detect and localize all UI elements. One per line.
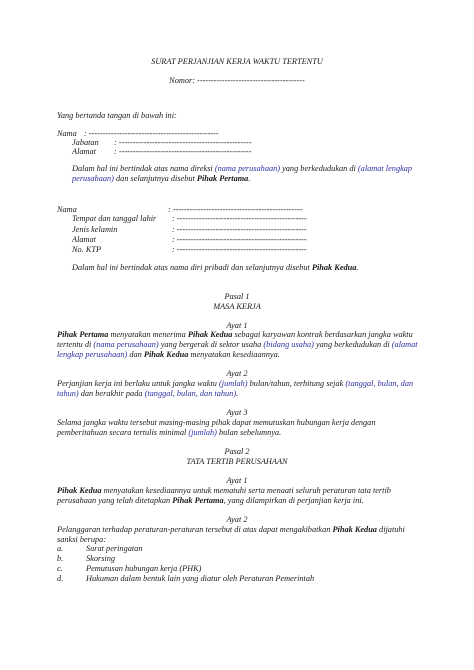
pasal-1-ayat-1-line2: tertentu di (nama perusahaan) yang bergerak di sektor usaha (bidang usaha) yang berkedudukan di (alamat — [57, 340, 418, 349]
party2-ktp-value: : ----------------------------------------------- — [172, 245, 307, 254]
pasal-2-ayat-1-label: Ayat 1 — [226, 476, 248, 485]
pasal-1-ayat-1-line3: lengkap perusahaan) dan Pihak Kedua menyatakan kesediaannya. — [57, 350, 280, 359]
party2-ttl-label: Tempat dan tanggal lahir — [72, 214, 157, 223]
party2-nama-value: : ----------------------------------------------- — [168, 205, 303, 214]
pasal-1-ayat-1-line1: Pihak Pertama menyatakan menerima Pihak Kedua sebagai karyawan kontrak berdasarkan jangka waktu — [57, 330, 413, 339]
list-item: Skorsing — [86, 554, 116, 563]
party2-alamat-value: : ----------------------------------------------- — [172, 235, 307, 244]
intro-text: Yang bertanda tangan di bawah ini: — [57, 111, 177, 120]
list-item-marker: a. — [57, 544, 64, 553]
party2-nama-label: Nama — [57, 205, 77, 214]
company-name-placeholder: (nama perusahaan) — [214, 164, 281, 173]
party1-alamat-label: Alamat — [72, 147, 96, 156]
pasal-1-heading: Pasal 1 — [224, 292, 250, 301]
pihak-pertama-term: Pihak Pertama — [196, 174, 249, 183]
pasal-1-ayat-2-line1: Perjanjian kerja ini berlaku untuk jangka waktu (jumlah) bulan/tahun, terhitung sejak (tanggal, bulan, dan — [57, 379, 414, 388]
party2-jk-label: Jenis kelamin — [72, 225, 118, 234]
pasal-2-ayat-1-line1: Pihak Kedua menyatakan kesediaannya untuk mematuhi serta menaati seluruh peraturan tata tertib — [57, 486, 391, 495]
party2-ttl-value: : ----------------------------------------------- — [172, 214, 307, 223]
pasal-2-ayat-2-label: Ayat 2 — [226, 515, 248, 524]
party2-alamat-label: Alamat — [72, 235, 96, 244]
list-item-marker: c. — [57, 564, 63, 573]
pasal-1-ayat-3-line2: pemberitahuan secara tertulis minimal (jumlah) bulan sebelumnya. — [57, 428, 282, 437]
pasal-2-subheading: TATA TERTIB PERUSAHAAN — [186, 457, 288, 466]
party2-ktp-label: No. KTP — [72, 245, 102, 254]
party1-jabatan-value: : ------------------------------------------------ — [114, 138, 252, 147]
pasal-1-ayat-3-line1: Selama jangka waktu tersebut masing-masing pihak dapat memutuskan hubungan kerja dengan — [57, 418, 376, 427]
party1-jabatan-label: Jabatan — [72, 138, 99, 147]
party2-jk-value: : ----------------------------------------------- — [172, 225, 307, 234]
list-item-marker: b. — [57, 554, 64, 563]
list-item: Hukuman dalam bentuk lain yang diatur oleh Peraturan Pemerintah — [86, 574, 315, 583]
pasal-2-ayat-1-line2: perusahaan yang telah ditetapkan Pihak Pertama, yang dilampirkan di perjanjian kerja ini. — [57, 496, 364, 505]
pasal-1-ayat-1-label: Ayat 1 — [226, 321, 248, 330]
pasal-2-ayat-2-line1: Pelanggaran terhadap peraturan-peraturan tersebut di atas dapat mengakibatkan Pihak Kedua dijatuhi — [57, 525, 405, 534]
document-number: Nomor: --------------------------------------- — [169, 76, 305, 85]
party1-nama-value: : ----------------------------------------------- — [84, 129, 219, 138]
list-item-marker: d. — [57, 574, 64, 583]
pasal-2-heading: Pasal 2 — [224, 447, 250, 456]
party2-description: Dalam hal ini bertindak atas nama diri pribadi dan selanjutnya disebut Pihak Kedua. — [72, 263, 359, 272]
party1-description-line2: perusahaan) dan selanjutnya disebut Pihak Pertama. — [72, 174, 251, 183]
party1-description-line1: Dalam hal ini bertindak atas nama direksi (nama perusahaan) yang berkedudukan di (alamat lengkap — [72, 164, 413, 173]
pasal-1-ayat-2-label: Ayat 2 — [226, 369, 248, 378]
pasal-1-subheading: MASA KERJA — [213, 302, 261, 311]
document-title: SURAT PERJANJIAN KERJA WAKTU TERTENTU — [151, 57, 323, 66]
pasal-1-ayat-2-line2: tahun) dan berakhir pada (tanggal, bulan, dan tahun). — [57, 389, 239, 398]
party1-nama-label: Nama — [57, 129, 77, 138]
pasal-1-ayat-3-label: Ayat 3 — [226, 408, 248, 417]
party1-alamat-value: : ------------------------------------------------ — [114, 147, 252, 156]
list-item: Pemutusan hubungan kerja (PHK) — [86, 564, 202, 573]
pasal-2-ayat-2-line2: sanksi berupa: — [57, 535, 107, 544]
pihak-kedua-term: Pihak Kedua — [311, 263, 357, 272]
list-item: Surat peringatan — [86, 544, 143, 553]
company-address-placeholder: (alamat lengkap — [357, 164, 413, 173]
